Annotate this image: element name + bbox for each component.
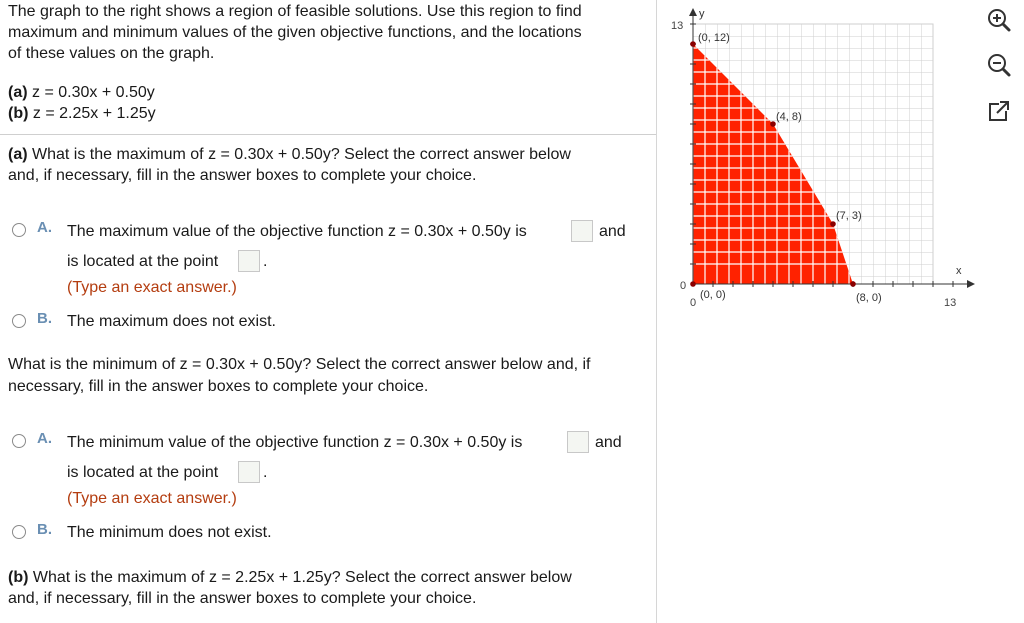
vertex-label-0-12: (0, 12): [698, 32, 730, 44]
max-option-b-text: The maximum does not exist.: [67, 313, 276, 330]
question-a-max-line-2: and, if necessary, fill in the answer boxes to complete your choice.: [8, 167, 477, 184]
y-axis-label: y: [699, 8, 705, 20]
question-b-max-line-1: [8, 567, 572, 589]
y-axis-arrow: [689, 8, 697, 16]
vertex-label-8-0: (8, 0): [856, 292, 882, 304]
vertex-point-8-0: [850, 281, 856, 287]
objective-a-func: z = 0.30x + 0.50y: [32, 84, 155, 101]
max-option-b-radio[interactable]: [12, 314, 26, 328]
min-period: .: [263, 464, 268, 481]
y-origin-tick-label: 0: [680, 280, 687, 292]
question-b-label: (b): [8, 569, 29, 586]
max-period: .: [263, 253, 268, 270]
x-axis-label: x: [956, 265, 962, 277]
max-hint: (Type an exact answer.): [67, 279, 237, 296]
question-a-max-text: What is the maximum of z = 0.30x + 0.50y? Select the correct answer below: [32, 146, 571, 163]
zoom-in-icon[interactable]: [986, 7, 1012, 33]
objective-b: [8, 103, 156, 125]
question-a-label: (a): [8, 146, 28, 163]
objective-b-func: z = 2.25x + 1.25y: [32, 105, 156, 122]
vertex-label-0-0: (0, 0): [700, 289, 726, 301]
question-b-max-line-2: and, if necessary, fill in the answer boxes to complete your choice.: [8, 590, 477, 607]
min-option-a-letter: A.: [37, 430, 52, 447]
objective-a: [8, 82, 155, 104]
max-value-input[interactable]: [571, 220, 593, 242]
vertex-point-0-12: [690, 41, 696, 47]
max-option-a-and: and: [599, 223, 626, 240]
zoom-out-icon[interactable]: [986, 52, 1012, 78]
vertex-label-7-3: (7, 3): [836, 210, 862, 222]
max-option-a-point-text: is located at the point: [67, 253, 219, 270]
question-a-min-line-1: What is the minimum of z = 0.30x + 0.50y? Select the correct answer below and, if: [8, 356, 591, 373]
vertex-point-4-8: [770, 121, 776, 127]
max-point-input[interactable]: [238, 250, 260, 272]
min-option-a-and: and: [595, 434, 622, 451]
min-value-input[interactable]: [567, 431, 589, 453]
min-hint: (Type an exact answer.): [67, 490, 237, 507]
objective-a-label: (a): [8, 84, 28, 101]
min-option-b-letter: B.: [37, 521, 52, 538]
y-max-tick-label: 13: [671, 20, 684, 32]
min-option-b-radio[interactable]: [12, 525, 26, 539]
x-max-tick-label: 13: [944, 297, 957, 309]
max-option-a-radio[interactable]: [12, 223, 26, 237]
objective-b-label: (b): [8, 105, 29, 122]
min-option-a-radio[interactable]: [12, 434, 26, 448]
feasible-region-graph: [657, 0, 987, 310]
vertex-point-0-0: [690, 281, 696, 287]
intro-line-1: The graph to the right shows a region of feasible solutions. Use this region to find: [8, 3, 582, 20]
question-b-max-text: What is the maximum of z = 2.25x + 1.25y? Select the correct answer below: [32, 569, 572, 586]
max-option-a-letter: A.: [37, 219, 52, 236]
max-option-a-text: The maximum value of the objective function z = 0.30x + 0.50y is: [67, 223, 527, 240]
x-axis-arrow: [967, 280, 975, 288]
section-divider: [0, 134, 656, 135]
max-option-b-letter: B.: [37, 310, 52, 327]
min-option-a-text: The minimum value of the objective function z = 0.30x + 0.50y is: [67, 434, 523, 451]
popout-icon[interactable]: [986, 98, 1012, 124]
vertex-point-7-3: [830, 221, 836, 227]
min-option-b-text: The minimum does not exist.: [67, 524, 272, 541]
question-a-min-line-2: necessary, fill in the answer boxes to complete your choice.: [8, 378, 429, 395]
vertex-label-4-8: (4, 8): [776, 111, 802, 123]
intro-line-2: maximum and minimum values of the given objective functions, and the locations: [8, 24, 582, 41]
question-a-max-line-1: [8, 144, 571, 166]
min-option-a-point-text: is located at the point: [67, 464, 219, 481]
min-point-input[interactable]: [238, 461, 260, 483]
x-origin-tick-label: 0: [690, 297, 697, 309]
intro-line-3: of these values on the graph.: [8, 45, 215, 62]
